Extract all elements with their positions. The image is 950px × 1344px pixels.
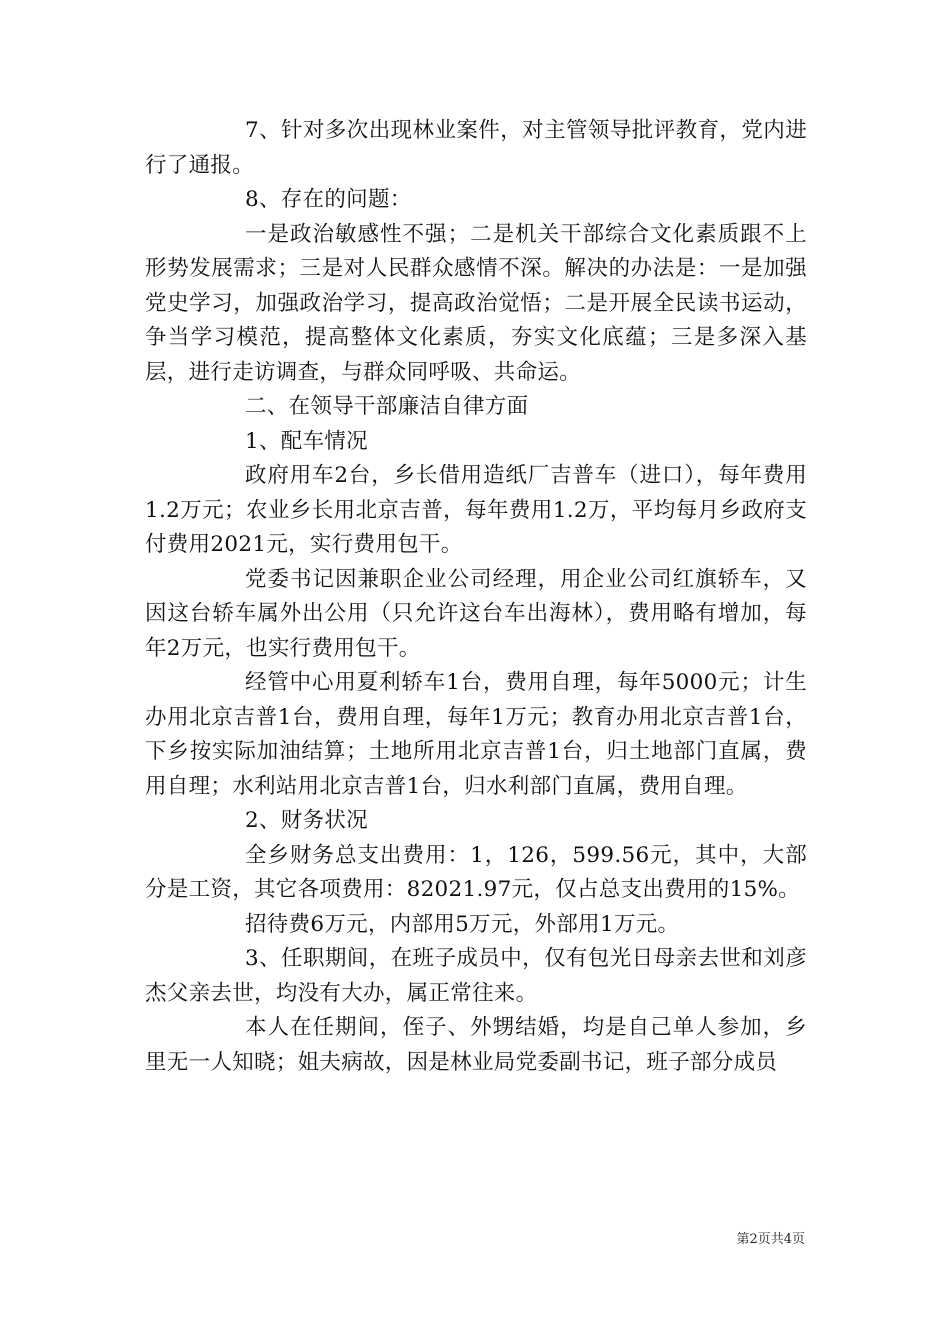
paragraph-2: 8、存在的问题： xyxy=(245,187,412,212)
paragraph-tenure: 3、任职期间，在班子成员中，仅有包光日母亲去世和刘彦杰父亲去世，均没有大办，属正常往来。 xyxy=(145,946,807,1006)
paragraph-finance-1: 全乡财务总支出费用：1，126，599.56元，其中，大部分是工资，其它各项费用：82021.97元，仅占总支出费用的15%。 xyxy=(145,842,807,902)
paragraph-personal: 本人在任期间，侄子、外甥结婚，均是自己单人参加，乡里无一人知晓；姐夫病故，因是林业局党委副书记，班子部分成员 xyxy=(145,1015,807,1075)
subheading-finance: 2、财务状况 xyxy=(245,808,368,833)
paragraph-finance-2: 招待费6万元，内部用5万元，外部用1万元。 xyxy=(245,911,680,937)
paragraph-vehicles-1: 政府用车2台，乡长借用造纸厂吉普车（进口），每年费用1.2万元；农业乡长用北京吉普，每年费用1.2万，平均每月乡政府支付费用2021元，实行费用包干。 xyxy=(145,463,807,557)
paragraph-1: 7、针对多次出现林业案件，对主管领导批评教育，党内进行了通报。 xyxy=(145,118,807,178)
paragraph-vehicles-2: 党委书记因兼职企业公司经理，用企业公司红旗轿车，又因这台轿车属外出公用（只允许这台车出海林），费用略有增加，每年2万元，也实行费用包干。 xyxy=(145,566,807,661)
section-heading-2: 二、在领导干部廉洁自律方面 xyxy=(245,394,529,419)
subheading-vehicles: 1、配车情况 xyxy=(245,428,368,454)
paragraph-3: 一是政治敏感性不强；二是机关干部综合文化素质跟不上形势发展需求；三是对人民群众感情不深。解决的办法是：一是加强党史学习，加强政治学习，提高政治觉悟；二是开展全民读书运动，争当学习模范，提高整体文化素质，夯实文化底蕴；三是多深入基层，进行走访调查，与群众同呼吸、共命运。 xyxy=(145,221,807,385)
page-number: 第2页共4页 xyxy=(736,1232,805,1247)
paragraph-vehicles-3: 经管中心用夏利轿车1台，费用自理，每年5000元；计生办用北京吉普1台，费用自理，每年1万元；教育办用北京吉普1台，下乡按实际加油结算；土地所用北京吉普1台，归土地部门直属，费用自理；水利站用北京吉普1台，归水利部门直属，费用自理。 xyxy=(145,670,807,799)
document-body xyxy=(145,114,807,1080)
